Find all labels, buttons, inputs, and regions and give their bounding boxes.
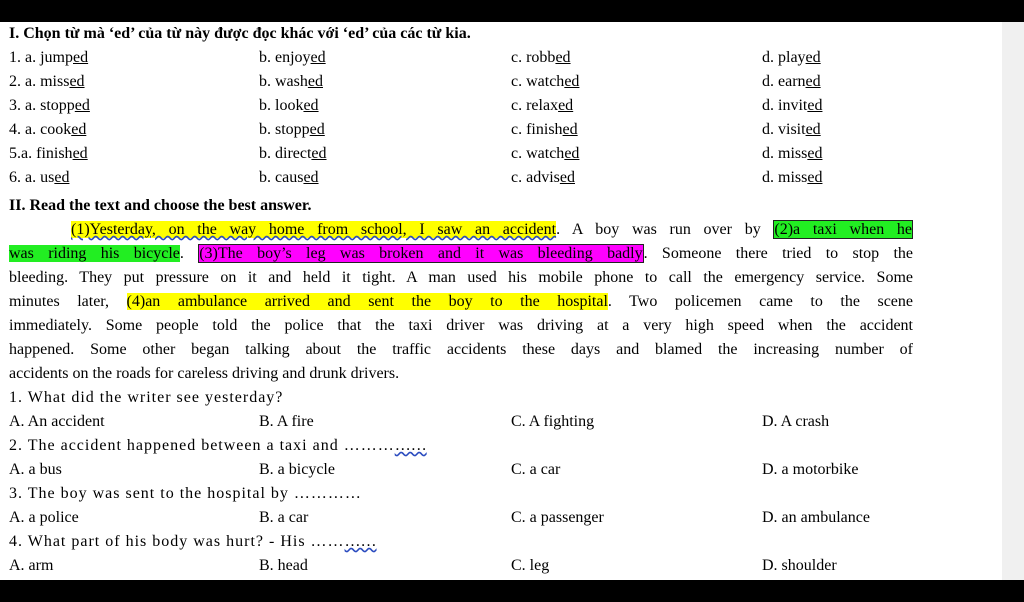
passage-text: . Someone there tried to stop the bbox=[643, 245, 913, 262]
option-text: b. enjoy bbox=[259, 49, 311, 66]
section2-heading: II. Read the text and choose the best answer. bbox=[9, 197, 312, 214]
answer-option: C. A fighting bbox=[511, 413, 595, 430]
ed-option-a bbox=[9, 120, 86, 140]
passage-text: minutes later, bbox=[9, 293, 127, 310]
ed-suffix: ed bbox=[562, 121, 578, 138]
option-text: b. look bbox=[259, 97, 304, 114]
passage-sentence-1: (1)Yesterday, on the way home from school, I saw an accident bbox=[71, 221, 557, 238]
question-3 bbox=[9, 484, 362, 504]
answer-option: C. leg bbox=[511, 557, 550, 574]
option-text: us bbox=[40, 169, 55, 186]
answer-option: B. A fire bbox=[259, 413, 314, 430]
answer-option: C. a passenger bbox=[511, 509, 604, 526]
item-number: 1. a. bbox=[9, 49, 41, 66]
ed-option-a bbox=[9, 72, 85, 92]
answer-blank: …… bbox=[394, 437, 427, 454]
option-text: b. stopp bbox=[259, 121, 310, 138]
question-text: 3. The boy was sent to the hospital by ………… bbox=[9, 485, 362, 502]
question-text: 2. The accident happened between a taxi and ……… bbox=[9, 437, 395, 454]
item-number: 6. a. bbox=[9, 169, 41, 186]
answer-option: B. a bicycle bbox=[259, 461, 335, 478]
ed-suffix: ed bbox=[307, 73, 323, 90]
ed-option-b bbox=[259, 168, 319, 188]
ed-option-b bbox=[259, 144, 327, 164]
answer-option: A. a police bbox=[9, 509, 79, 526]
ed-suffix: ed bbox=[310, 49, 326, 66]
option-text: b. caus bbox=[259, 169, 304, 186]
highlight-4: (4)an ambulance arrived and sent the boy to the hospital bbox=[126, 293, 608, 310]
ed-suffix: ed bbox=[807, 97, 823, 114]
passage-line-2 bbox=[9, 244, 913, 264]
question-1 bbox=[9, 388, 283, 408]
question-4 bbox=[9, 532, 377, 552]
passage-line-6: happened. Some other began talking about the traffic accidents these days and blamed the increasing number of bbox=[9, 341, 913, 358]
option-text: stopp bbox=[40, 97, 75, 114]
ed-option-b bbox=[259, 72, 323, 92]
highlight-1 bbox=[71, 221, 556, 238]
option-text: b. wash bbox=[259, 73, 308, 90]
question-2 bbox=[9, 436, 427, 456]
option-text: c. watch bbox=[511, 73, 565, 90]
option-text: d. play bbox=[762, 49, 806, 66]
option-text: d. visit bbox=[762, 121, 806, 138]
ed-suffix: ed bbox=[74, 97, 90, 114]
item-number: 2. a. bbox=[9, 73, 41, 90]
option-text: finish bbox=[36, 145, 73, 162]
ed-suffix: ed bbox=[807, 169, 823, 186]
ed-suffix: ed bbox=[805, 49, 821, 66]
ed-suffix: ed bbox=[303, 97, 319, 114]
option-text: d. earn bbox=[762, 73, 806, 90]
option-text: cook bbox=[40, 121, 72, 138]
passage-line-7: accidents on the roads for careless driving and drunk drivers. bbox=[9, 365, 400, 382]
section1-heading: I. Chọn từ mà ‘ed’ của từ này được đọc khác với ‘ed’ của các từ kia. bbox=[9, 25, 471, 42]
option-text: b. direct bbox=[259, 145, 312, 162]
passage-text: . Two policemen came to the scene bbox=[607, 293, 913, 310]
answer-option: A. arm bbox=[9, 557, 54, 574]
answer-option: A. An accident bbox=[9, 413, 105, 430]
passage-line-4 bbox=[9, 292, 913, 312]
ed-option-b bbox=[259, 96, 319, 116]
ed-suffix: ed bbox=[303, 169, 319, 186]
ed-option-b bbox=[259, 48, 326, 68]
ed-option-a bbox=[9, 96, 90, 116]
ed-option-c bbox=[511, 120, 578, 140]
option-text: c. robb bbox=[511, 49, 556, 66]
answer-option: D. an ambulance bbox=[762, 509, 870, 526]
answer-option: D. A crash bbox=[762, 413, 830, 430]
option-text: c. watch bbox=[511, 145, 565, 162]
ed-suffix: ed bbox=[564, 73, 580, 90]
ed-suffix: ed bbox=[73, 49, 89, 66]
ed-option-d bbox=[762, 96, 822, 116]
ed-suffix: ed bbox=[309, 121, 325, 138]
option-text: d. invit bbox=[762, 97, 808, 114]
ed-option-d bbox=[762, 120, 821, 140]
option-text: c. relax bbox=[511, 97, 559, 114]
ed-suffix: ed bbox=[564, 145, 580, 162]
passage-line-5: immediately. Some people told the police that the taxi driver was driving at a very high speed when the accident bbox=[9, 317, 913, 334]
item-number: 4. a. bbox=[9, 121, 41, 138]
highlight-3: (3)The boy’s leg was broken and it was bleeding badly bbox=[199, 245, 643, 262]
question-text: 1. What did the writer see yesterday? bbox=[9, 389, 284, 406]
passage-line-1 bbox=[71, 220, 913, 240]
ed-option-a bbox=[9, 144, 88, 164]
ed-suffix: ed bbox=[559, 169, 575, 186]
ed-suffix: ed bbox=[69, 73, 85, 90]
option-text: c. advis bbox=[511, 169, 560, 186]
ed-suffix: ed bbox=[805, 121, 821, 138]
ed-suffix: ed bbox=[311, 145, 327, 162]
answer-option: A. a bus bbox=[9, 461, 62, 478]
option-text: miss bbox=[40, 73, 70, 90]
ed-suffix: ed bbox=[54, 169, 70, 186]
highlight-2a: (2)a taxi when he bbox=[774, 221, 912, 238]
answer-option: B. head bbox=[259, 557, 308, 574]
right-scroll-strip bbox=[1002, 22, 1024, 580]
passage-text: . bbox=[179, 245, 199, 262]
ed-suffix: ed bbox=[558, 97, 574, 114]
answer-blank: …… bbox=[344, 533, 377, 550]
ed-option-d bbox=[762, 144, 822, 164]
worksheet-page bbox=[0, 22, 1002, 580]
ed-option-a bbox=[9, 168, 69, 188]
ed-option-d bbox=[762, 168, 822, 188]
passage-text: . A boy was run over by bbox=[556, 221, 774, 238]
answer-option: C. a car bbox=[511, 461, 561, 478]
ed-option-d bbox=[762, 48, 821, 68]
question-text: 4. What part of his body was hurt? - His …… bbox=[9, 533, 345, 550]
option-text: c. finish bbox=[511, 121, 563, 138]
ed-suffix: ed bbox=[72, 145, 88, 162]
ed-option-c bbox=[511, 96, 573, 116]
ed-option-b bbox=[259, 120, 325, 140]
passage-line-3: bleeding. They put pressure on it and held it tight. A man used his mobile phone to call the emergency service. Some bbox=[9, 269, 913, 286]
answer-option: D. a motorbike bbox=[762, 461, 859, 478]
highlight-2b: was riding his bicycle bbox=[9, 245, 180, 262]
answer-option: B. a car bbox=[259, 509, 309, 526]
ed-suffix: ed bbox=[805, 73, 821, 90]
item-number: 3. a. bbox=[9, 97, 41, 114]
ed-option-a bbox=[9, 48, 88, 68]
answer-option: D. shoulder bbox=[762, 557, 837, 574]
ed-suffix: ed bbox=[71, 121, 87, 138]
option-text: d. miss bbox=[762, 145, 808, 162]
ed-option-c bbox=[511, 144, 579, 164]
option-text: d. miss bbox=[762, 169, 808, 186]
ed-option-c bbox=[511, 72, 579, 92]
ed-suffix: ed bbox=[555, 49, 571, 66]
ed-option-d bbox=[762, 72, 821, 92]
ed-option-c bbox=[511, 48, 571, 68]
ed-suffix: ed bbox=[807, 145, 823, 162]
option-text: jump bbox=[40, 49, 73, 66]
item-number: 5.a. bbox=[9, 145, 37, 162]
ed-option-c bbox=[511, 168, 575, 188]
